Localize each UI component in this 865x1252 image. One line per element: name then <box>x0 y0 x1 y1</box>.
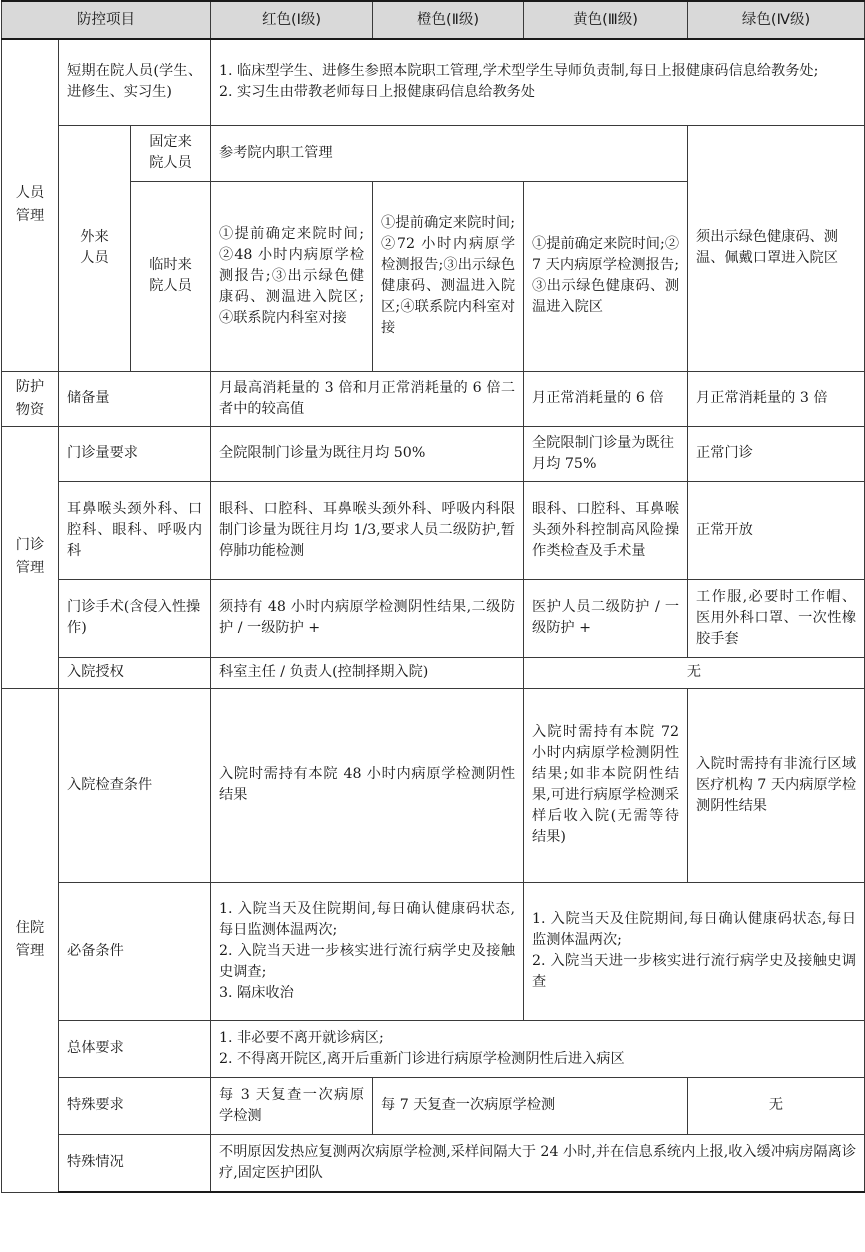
ent-yellow: 眼科、口腔科、耳鼻喉头颈外科控制高风险操作类检查及手术量 <box>524 481 688 579</box>
surgery-red-orange: 须持有 48 小时内病原学检测阴性结果,二级防护 / 一级防护 + <box>211 579 524 657</box>
section-inpatient: 住院 管理 <box>2 688 59 1192</box>
temp-visitor-orange: ①提前确定来院时间;②72 小时内病原学检测报告;③出示绿色健康码、测温进入院区;④联系院内科室对接 <box>373 181 524 371</box>
header-orange: 橙色(Ⅱ级) <box>373 1 524 39</box>
volume-label: 门诊量要求 <box>59 426 211 481</box>
admission-check-red-orange: 入院时需持有本院 48 小时内病原学检测阴性结果 <box>211 688 524 882</box>
row-fixed-visitor <box>2 125 865 181</box>
supplies-label: 储备量 <box>59 371 211 426</box>
special-req-orange-yellow: 每 7 天复查一次病原学检测 <box>373 1077 688 1134</box>
header-item: 防控项目 <box>2 1 211 39</box>
row-special-requirements <box>2 1077 865 1134</box>
row-special-case <box>2 1134 865 1192</box>
header-red: 红色(Ⅰ级) <box>211 1 373 39</box>
ent-red-orange: 眼科、口腔科、耳鼻喉头颈外科、呼吸内科限制门诊量为既往月均 1/3,要求人员二级防护,暂停肺功能检测 <box>211 481 524 579</box>
prevention-control-table <box>1 0 865 1193</box>
special-case-content: 不明原因发热应复测两次病原学检测,采样间隔大于 24 小时,并在信息系统内上报,收入缓冲病房隔离诊疗,固定医护团队 <box>211 1134 865 1192</box>
authorization-yellow-green: 无 <box>524 657 865 688</box>
special-req-green: 无 <box>688 1077 865 1134</box>
fixed-visitor-label: 固定来 院人员 <box>131 125 211 181</box>
required-yellow-green: 1. 入院当天及住院期间,每日确认健康码状态,每日监测体温两次; 2. 入院当天进一步核实进行流行病学史及接触史调查 <box>524 882 865 1020</box>
special-req-red: 每 3 天复查一次病原学检测 <box>211 1077 373 1134</box>
header-row <box>2 1 865 39</box>
volume-green: 正常门诊 <box>688 426 865 481</box>
special-req-label: 特殊要求 <box>59 1077 211 1134</box>
general-content: 1. 非必要不离开就诊病区; 2. 不得离开院区,离开后重新门诊进行病原学检测阴性后进入病区 <box>211 1020 865 1077</box>
fixed-visitor-content: 参考院内职工管理 <box>211 125 688 181</box>
special-case-label: 特殊情况 <box>59 1134 211 1192</box>
required-label: 必备条件 <box>59 882 211 1020</box>
ent-label: 耳鼻喉头颈外科、口腔科、眼科、呼吸内科 <box>59 481 211 579</box>
visitor-green: 须出示绿色健康码、测温、佩戴口罩进入院区 <box>688 125 865 371</box>
section-personnel: 人员 管理 <box>2 39 59 371</box>
volume-yellow: 全院限制门诊量为既往月均 75% <box>524 426 688 481</box>
admission-check-label: 入院检查条件 <box>59 688 211 882</box>
admission-check-green: 入院时需持有非流行区域医疗机构 7 天内病原学检测阴性结果 <box>688 688 865 882</box>
surgery-green: 工作服,必要时工作帽、医用外科口罩、一次性橡胶手套 <box>688 579 865 657</box>
authorization-red-orange: 科室主任 / 负责人(控制择期入院) <box>211 657 524 688</box>
temp-visitor-red: ①提前确定来院时间;②48 小时内病原学检测报告;③出示绿色健康码、测温进入院区;④联系院内科室对接 <box>211 181 373 371</box>
ent-green: 正常开放 <box>688 481 865 579</box>
required-red-orange: 1. 入院当天及住院期间,每日确认健康码状态,每日监测体温两次; 2. 入院当天进一步核实进行流行病学史及接触史调查; 3. 隔床收治 <box>211 882 524 1020</box>
row-supplies <box>2 371 865 426</box>
row-general-requirements <box>2 1020 865 1077</box>
row-required-conditions <box>2 882 865 1020</box>
row-outpatient-ent <box>2 481 865 579</box>
row-outpatient-surgery <box>2 579 865 657</box>
temp-visitor-label: 临时来 院人员 <box>131 181 211 371</box>
header-yellow: 黄色(Ⅲ级) <box>524 1 688 39</box>
admission-check-yellow: 入院时需持有本院 72 小时内病原学检测阴性结果;如非本院阴性结果,可进行病原学检测采样后收入院(无需等待结果) <box>524 688 688 882</box>
short-term-label: 短期在院人员(学生、进修生、实习生) <box>59 39 211 125</box>
authorization-label: 入院授权 <box>59 657 211 688</box>
row-admission-check <box>2 688 865 882</box>
supplies-green: 月正常消耗量的 3 倍 <box>688 371 865 426</box>
row-outpatient-authorization <box>2 657 865 688</box>
surgery-yellow: 医护人员二级防护 / 一级防护 + <box>524 579 688 657</box>
surgery-label: 门诊手术(含侵入性操作) <box>59 579 211 657</box>
header-green: 绿色(Ⅳ级) <box>688 1 865 39</box>
outside-label: 外来 人员 <box>59 125 131 371</box>
supplies-yellow: 月正常消耗量的 6 倍 <box>524 371 688 426</box>
general-label: 总体要求 <box>59 1020 211 1077</box>
short-term-content: 1. 临床型学生、进修生参照本院职工管理,学术型学生导师负责制,每日上报健康码信息给教务处; 2. 实习生由带教老师每日上报健康码信息给教务处 <box>211 39 865 125</box>
temp-visitor-yellow: ①提前确定来院时间;②7 天内病原学检测报告;③出示绿色健康码、测温进入院区 <box>524 181 688 371</box>
supplies-red-orange: 月最高消耗量的 3 倍和月正常消耗量的 6 倍二者中的较高值 <box>211 371 524 426</box>
section-supplies: 防护 物资 <box>2 371 59 426</box>
row-short-term <box>2 39 865 125</box>
volume-red-orange: 全院限制门诊量为既往月均 50% <box>211 426 524 481</box>
section-outpatient: 门诊 管理 <box>2 426 59 688</box>
row-outpatient-volume <box>2 426 865 481</box>
